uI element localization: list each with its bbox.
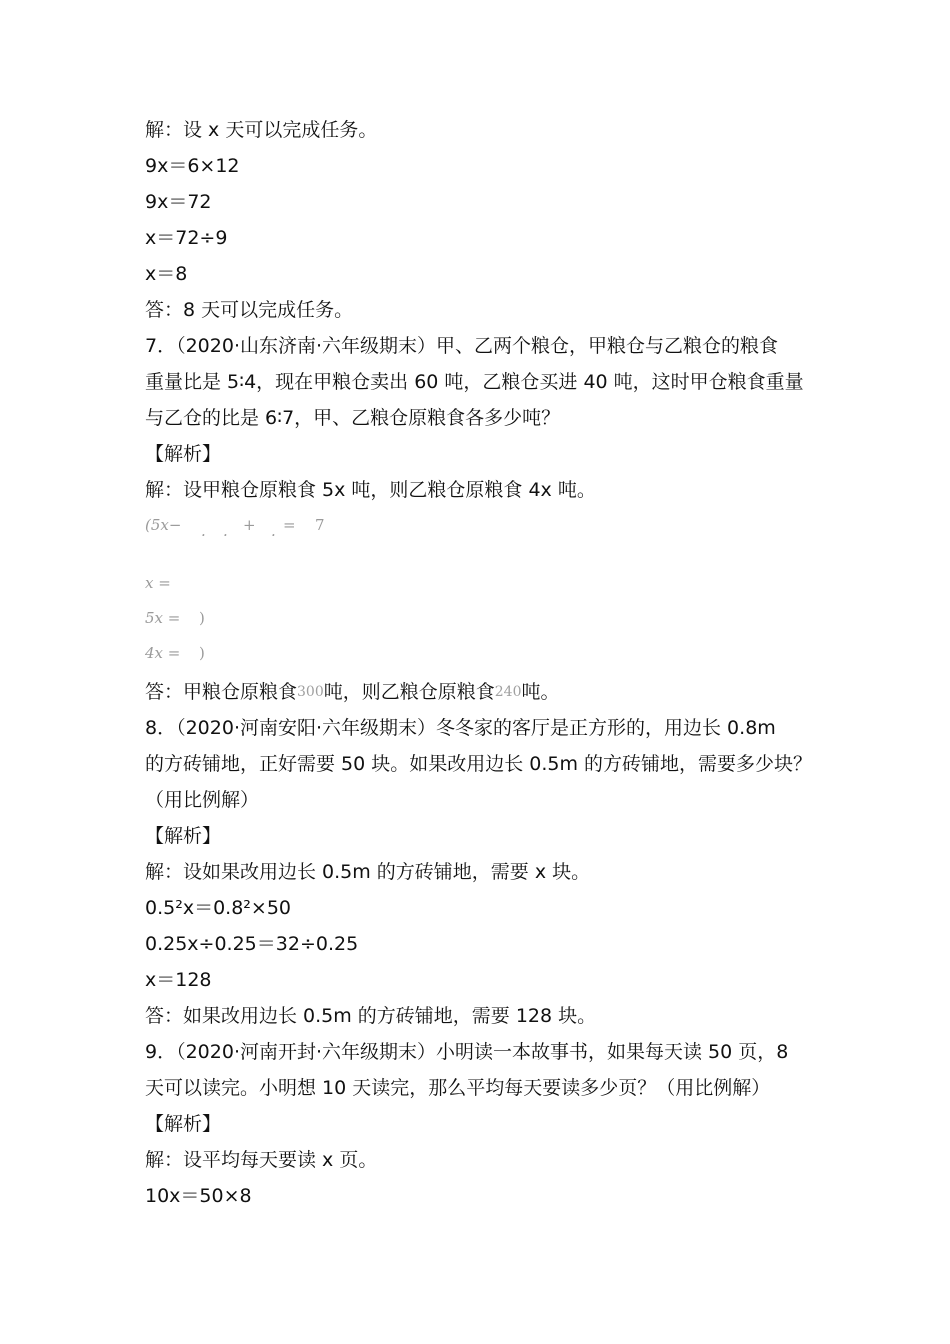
problem-9-line-1: 9．（2020·河南开封·六年级期末）小明读一本故事书，如果每天读 50 页，8	[145, 1041, 789, 1063]
answer-text: 吨。	[521, 681, 560, 703]
equation-line: x＝8	[145, 263, 188, 285]
analysis-heading: 【解析】	[145, 443, 222, 465]
problem-7-line-3: 与乙仓的比是 6∶7，甲、乙粮仓原粮食各多少吨？	[145, 407, 561, 429]
faint-4x-equation	[145, 644, 225, 664]
answer-value: 300	[297, 684, 324, 700]
faint-fragment: .	[271, 522, 276, 540]
answer-text: 答：甲粮仓原粮食	[145, 681, 298, 703]
answer-text: 吨，则乙粮仓原粮食	[323, 681, 495, 703]
problem-9-line-2: 天可以读完。小明想 10 天读完，那么平均每天要读多少页？（用比例解）	[145, 1077, 771, 1099]
equation-line: x＝72÷9	[145, 227, 228, 249]
problem-8-line-2: 的方砖铺地，正好需要 50 块。如果改用边长 0.5m 的方砖铺地，需要多少块？	[145, 753, 813, 775]
answer-line	[145, 679, 560, 705]
faint-fragment: =	[283, 516, 296, 534]
solution-setup-line: 解：设如果改用边长 0.5m 的方砖铺地，需要 x 块。	[145, 861, 591, 883]
problem-8-line-3: （用比例解）	[145, 789, 260, 811]
equation-line: 0.25x÷0.25＝32÷0.25	[145, 933, 359, 955]
faint-5x-equation	[145, 609, 225, 629]
faint-fragment: 7	[315, 516, 325, 534]
problem-7-line-2: 重量比是 5∶4，现在甲粮仓卖出 60 吨，乙粮仓买进 40 吨，这时甲仓粮食重量	[145, 371, 804, 393]
faint-fragment: .	[201, 522, 206, 540]
solution-setup-line: 解：设甲粮仓原粮食 5x 吨，则乙粮仓原粮食 4x 吨。	[145, 479, 596, 501]
analysis-heading: 【解析】	[145, 1113, 222, 1135]
faint-fragment: )	[199, 644, 205, 662]
answer-value: 240	[494, 684, 522, 700]
analysis-heading: 【解析】	[145, 825, 222, 847]
faint-fragment: 5x =	[145, 609, 181, 627]
equation-line: 0.5²x＝0.8²×50	[145, 897, 292, 919]
equation-line: x＝128	[145, 969, 212, 991]
faint-fragment: x =	[145, 574, 171, 592]
faint-fragment: )	[199, 609, 205, 627]
solution-setup-line: 解：设 x 天可以完成任务。	[145, 119, 378, 141]
answer-line: 答：如果改用边长 0.5m 的方砖铺地，需要 128 块。	[145, 1005, 597, 1027]
faint-fragment: .	[223, 522, 228, 540]
answer-line: 答：8 天可以完成任务。	[145, 299, 354, 321]
solution-setup-line: 解：设平均每天要读 x 页。	[145, 1149, 378, 1171]
faint-fragment: (5x−	[145, 516, 182, 534]
equation-line: 9x＝72	[145, 191, 212, 213]
faint-fragment: +	[243, 516, 256, 534]
problem-8-line-1: 8．（2020·河南安阳·六年级期末）冬冬家的客厅是正方形的，用边长 0.8m	[145, 717, 776, 739]
equation-line: 9x＝6×12	[145, 155, 240, 177]
problem-7-line-1: 7．（2020·山东济南·六年级期末）甲、乙两个粮仓，甲粮仓与乙粮仓的粮食	[145, 335, 779, 357]
equation-line: 10x＝50×8	[145, 1185, 252, 1207]
faint-equation	[145, 516, 445, 538]
faint-fragment: 4x =	[145, 644, 181, 662]
